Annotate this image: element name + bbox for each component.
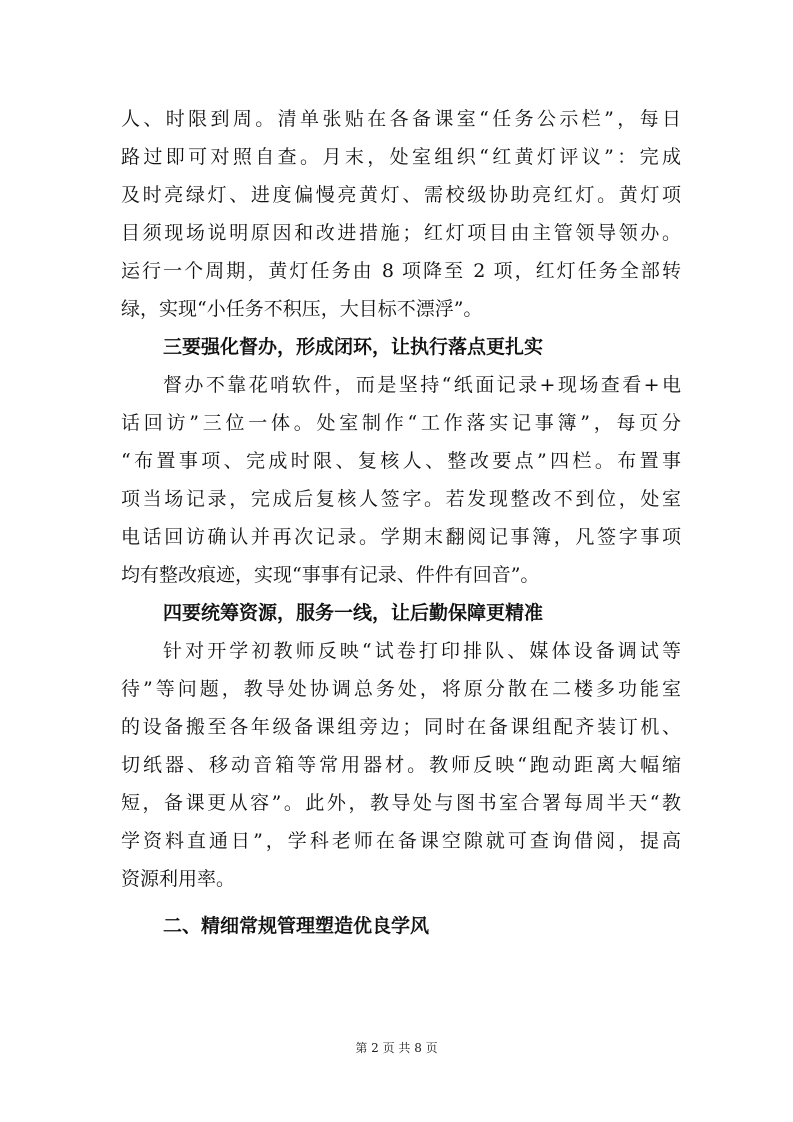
paragraph-line: 运行一个周期，黄灯任务由 8 项降至 2 项，红灯任务全部转 (121, 260, 681, 282)
paragraph-line: 人、时限到周。清单张贴在各备课室“任务公示栏”，每日 (121, 108, 681, 130)
chapter-heading: 二、精细常规管理塑造优良学风 (163, 915, 430, 937)
paragraph-line: 项当场记录，完成后复核人签字。若发现整改不到位，处室 (121, 488, 681, 510)
paragraph-line: 及时亮绿灯、进度偏慢亮黄灯、需校级协助亮红灯。黄灯项 (121, 184, 681, 206)
paragraph-line: 针对开学初教师反映“试卷打印排队、媒体设备调试等 (163, 640, 681, 662)
paragraph-line: 绿，实现“小任务不积压，大目标不漂浮”。 (121, 298, 483, 320)
page-footer: 第 2 页 共 8 页 (355, 1041, 438, 1055)
paragraph-line: 学资料直通日”，学科老师在备课空隙就可查询借阅，提高 (121, 830, 681, 852)
paragraph-line: 切纸器、移动音箱等常用器材。教师反映“跑动距离大幅缩 (121, 754, 681, 776)
paragraph-line: 电话回访确认并再次记录。学期末翻阅记事簿，凡签字事项 (121, 526, 681, 548)
paragraph-line: 均有整改痕迹，实现“事事有记录、件件有回音”。 (121, 564, 540, 586)
section-heading: 三要强化督办，形成闭环，让执行落点更扎实 (163, 336, 544, 358)
paragraph-line: 资源利用率。 (121, 868, 236, 890)
paragraph-line: “布置事项、完成时限、复核人、整改要点”四栏。布置事 (121, 450, 681, 472)
paragraph-line: 路过即可对照自查。月末，处室组织“红黄灯评议”：完成 (121, 146, 681, 168)
paragraph-line: 督办不靠花哨软件，而是坚持“纸面记录+现场查看+电 (163, 374, 681, 396)
paragraph-line: 短，备课更从容”。此外，教导处与图书室合署每周半天“教 (121, 792, 681, 814)
paragraph-line: 的设备搬至各年级备课组旁边；同时在备课组配齐装订机、 (121, 716, 681, 738)
section-heading: 四要统筹资源，服务一线，让后勤保障更精准 (163, 602, 544, 624)
paragraph-line: 话回访”三位一体。处室制作“工作落实记事簿”，每页分 (121, 412, 681, 434)
paragraph-line: 目须现场说明原因和改进措施；红灯项目由主管领导领办。 (121, 222, 681, 244)
paragraph-line: 待”等问题，教导处协调总务处，将原分散在二楼多功能室 (121, 678, 681, 700)
